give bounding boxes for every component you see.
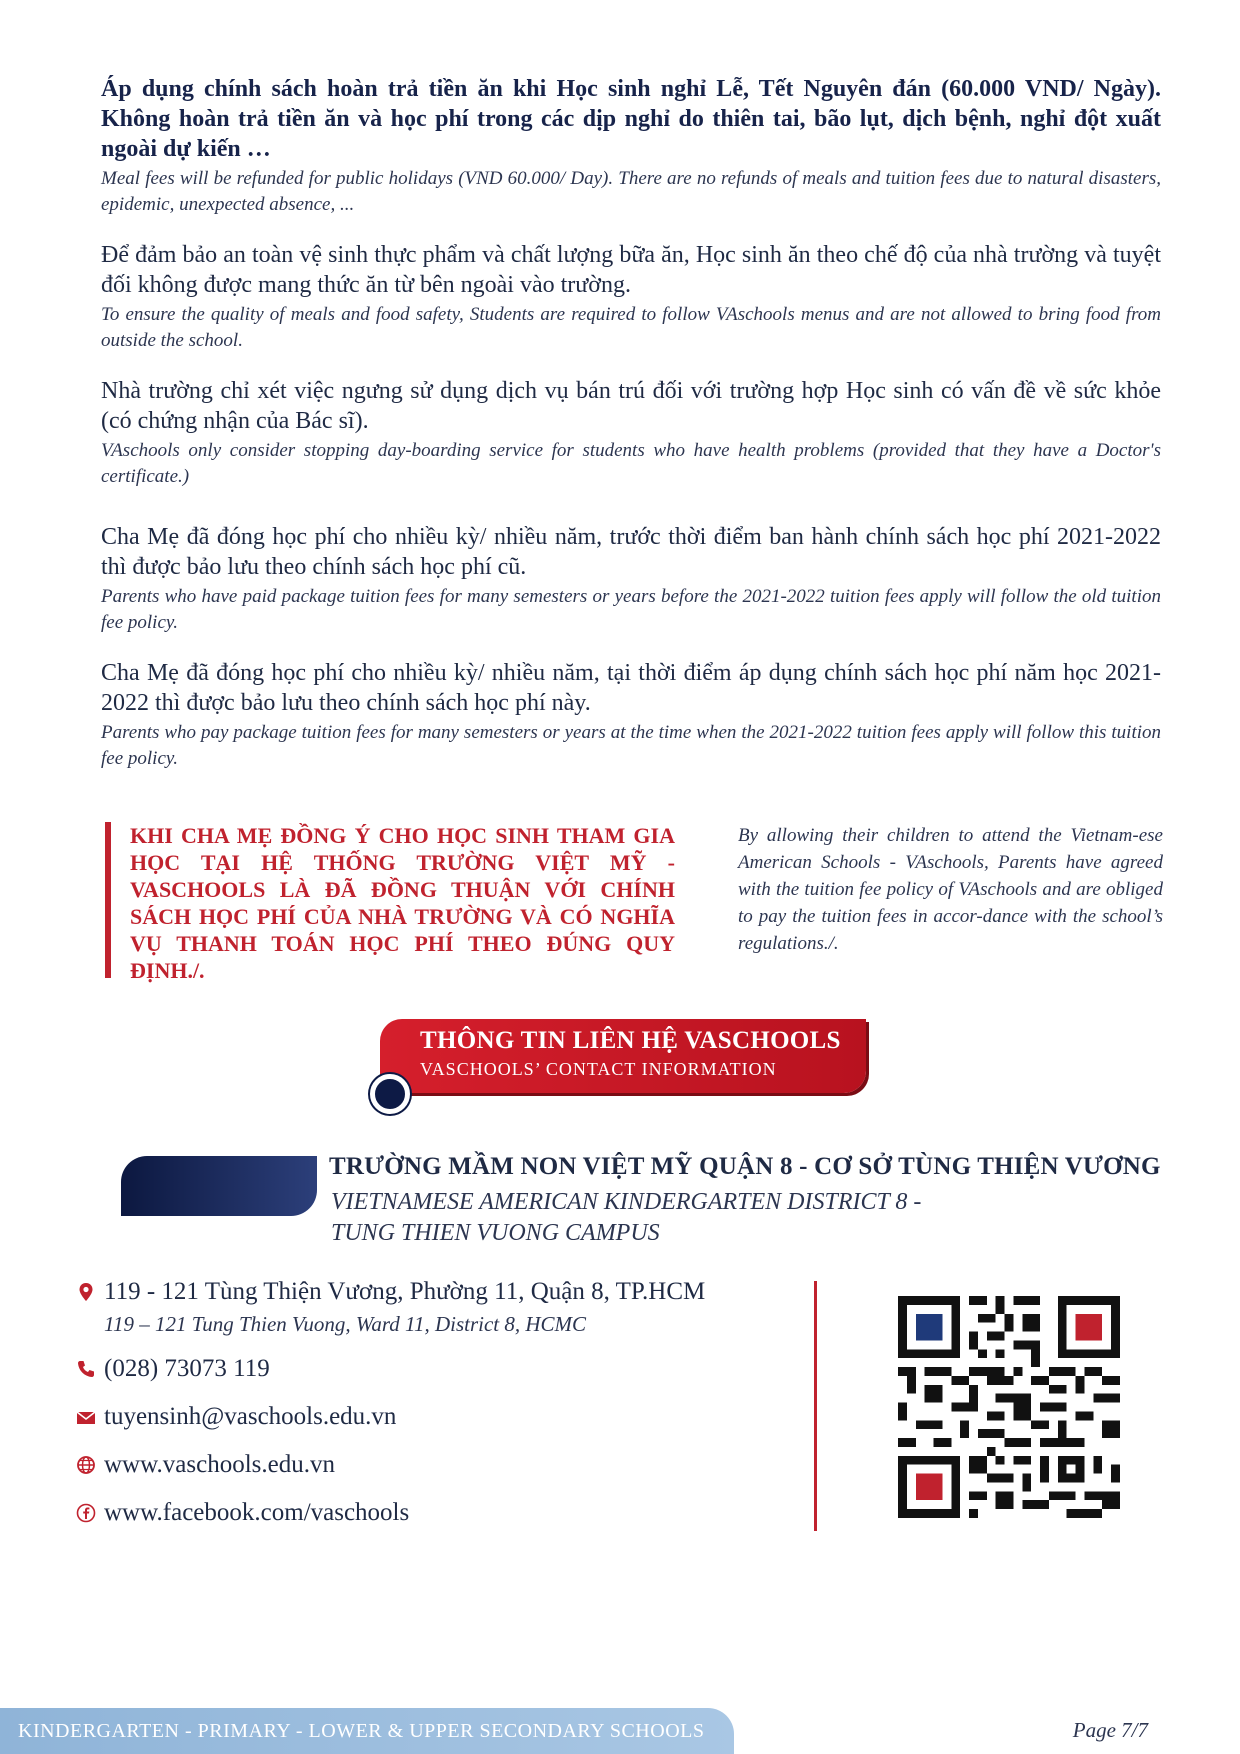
contact-details xyxy=(76,1278,776,1527)
paragraph-vi: Cha Mẹ đã đóng học phí cho nhiều kỳ/ nhiều năm, tại thời điểm áp dụng chính sách học phí năm học 2021-2022 thì được bảo lưu theo chính sách học phí này. xyxy=(101,660,1161,716)
callout-accent-bar xyxy=(105,822,111,978)
paragraph-en: Parents who pay package tuition fees for many semesters or years at the time when the 2021-2022 tuition fees apply will follow this tuition fee policy. xyxy=(101,722,1161,769)
website-row xyxy=(76,1451,776,1479)
globe-icon xyxy=(76,1455,96,1475)
paragraph-en: VAschools only consider stopping day-boarding service for students who have health problems (provided that they have a Doctor's certificate.) xyxy=(101,440,1161,487)
policy-paragraph-meal-refund xyxy=(101,74,1161,218)
facebook-row xyxy=(76,1499,776,1527)
map-pin-icon xyxy=(76,1282,96,1302)
page-number: Page 7/7 xyxy=(1072,1718,1148,1742)
facebook-link[interactable]: www.facebook.com/vaschools xyxy=(104,1499,410,1526)
agreement-vi: KHI CHA MẸ ĐỒNG Ý CHO HỌC SINH THAM GIA HỌC TẠI HỆ THỐNG TRƯỜNG VIỆT MỸ - VASCHOOLS LÀ ĐÃ ĐỒNG THUẬN VỚI CHÍNH SÁCH HỌC PHÍ CỦA NHÀ TRƯỜNG VÀ CÓ NGHĨA VỤ THANH TOÁN HỌC PHÍ THEO ĐÚNG QUY ĐỊNH./. xyxy=(130,823,675,983)
policy-paragraph-new-fees xyxy=(101,658,1161,772)
paragraph-en: Parents who have paid package tuition fees for many semesters or years before the 2021-2022 tuition fees apply will follow the old tuition fee policy. xyxy=(101,586,1161,633)
envelope-icon xyxy=(76,1407,96,1427)
contact-info-banner xyxy=(380,1019,866,1093)
banner-subtitle: VASCHOOLS’ CONTACT INFORMATION xyxy=(420,1059,777,1079)
paragraph-en: To ensure the quality of meals and food safety, Students are required to follow VAschools menus and are not allowed to bring food from outside the school. xyxy=(101,304,1161,351)
policy-content xyxy=(101,74,1161,794)
email-address[interactable]: tuyensinh@vaschools.edu.vn xyxy=(104,1403,397,1430)
address-en: 119 – 121 Tung Thien Vuong, Ward 11, District 8, HCMC xyxy=(104,1312,587,1336)
paragraph-vi: Để đảm bảo an toàn vệ sinh thực phẩm và chất lượng bữa ăn, Học sinh ăn theo chế độ của nhà trường và tuyệt đối không được mang thức ăn từ bên ngoài vào trường. xyxy=(101,242,1161,298)
campus-name-en: VIETNAMESE AMERICAN KINDERGARTEN DISTRICT 8 - TUNG THIEN VUONG CAMPUS xyxy=(331,1189,922,1246)
qr-code[interactable] xyxy=(898,1296,1120,1518)
address-vi: 119 - 121 Tùng Thiện Vương, Phường 11, Quận 8, TP.HCM xyxy=(104,1278,706,1305)
agreement-callout xyxy=(105,822,1163,983)
policy-paragraph-food-safety xyxy=(101,240,1161,354)
banner-decoration-dot xyxy=(370,1074,410,1114)
phone-icon xyxy=(76,1359,96,1379)
agreement-en: By allowing their children to attend the Vietnam-ese American Schools - VAschools, Parents have agreed with the tuition fee policy of VAschools and are obliged to pay the tuition fees in accor-dance with the school’s regulations./. xyxy=(738,825,1163,954)
campus-name-vi: TRƯỜNG MẦM NON VIỆT MỸ QUẬN 8 - CƠ SỞ TÙNG THIỆN VƯƠNG xyxy=(329,1153,1161,1180)
paragraph-vi: Nhà trường chỉ xét việc ngưng sử dụng dịch vụ bán trú đối với trường hợp Học sinh có vấn đề về sức khỏe (có chứng nhận của Bác sĩ). xyxy=(101,378,1161,434)
phone-number[interactable]: (028) 73073 119 xyxy=(104,1355,270,1382)
paragraph-vi: Cha Mẹ đã đóng học phí cho nhiều kỳ/ nhiều năm, trước thời điểm ban hành chính sách học phí 2021-2022 thì được bảo lưu theo chính sách học phí cũ. xyxy=(101,524,1161,580)
paragraph-vi: Áp dụng chính sách hoàn trả tiền ăn khi Học sinh nghỉ Lễ, Tết Nguyên đán (60.000 VND/ Ngày). Không hoàn trả tiền ăn và học phí trong các dịp nghỉ do thiên tai, bão lụt, dịch bệnh, nghỉ đột xuất ngoài dự kiến … xyxy=(101,76,1161,162)
facebook-icon xyxy=(76,1503,96,1523)
contact-divider xyxy=(814,1281,817,1531)
banner-title: THÔNG TIN LIÊN HỆ VASCHOOLS xyxy=(420,1027,841,1054)
campus-decoration-block xyxy=(121,1156,317,1216)
paragraph-en: Meal fees will be refunded for public holidays (VND 60.000/ Day). There are no refunds of meals and tuition fees due to natural disasters, epidemic, unexpected absence, ... xyxy=(101,168,1161,215)
phone-row xyxy=(76,1355,776,1383)
address-row xyxy=(76,1278,776,1306)
website-link[interactable]: www.vaschools.edu.vn xyxy=(104,1451,335,1478)
footer-schools: KINDERGARTEN - PRIMARY - LOWER & UPPER SECONDARY SCHOOLS xyxy=(18,1720,705,1742)
email-row xyxy=(76,1403,776,1431)
policy-paragraph-day-boarding xyxy=(101,376,1161,490)
policy-paragraph-old-fees xyxy=(101,522,1161,636)
